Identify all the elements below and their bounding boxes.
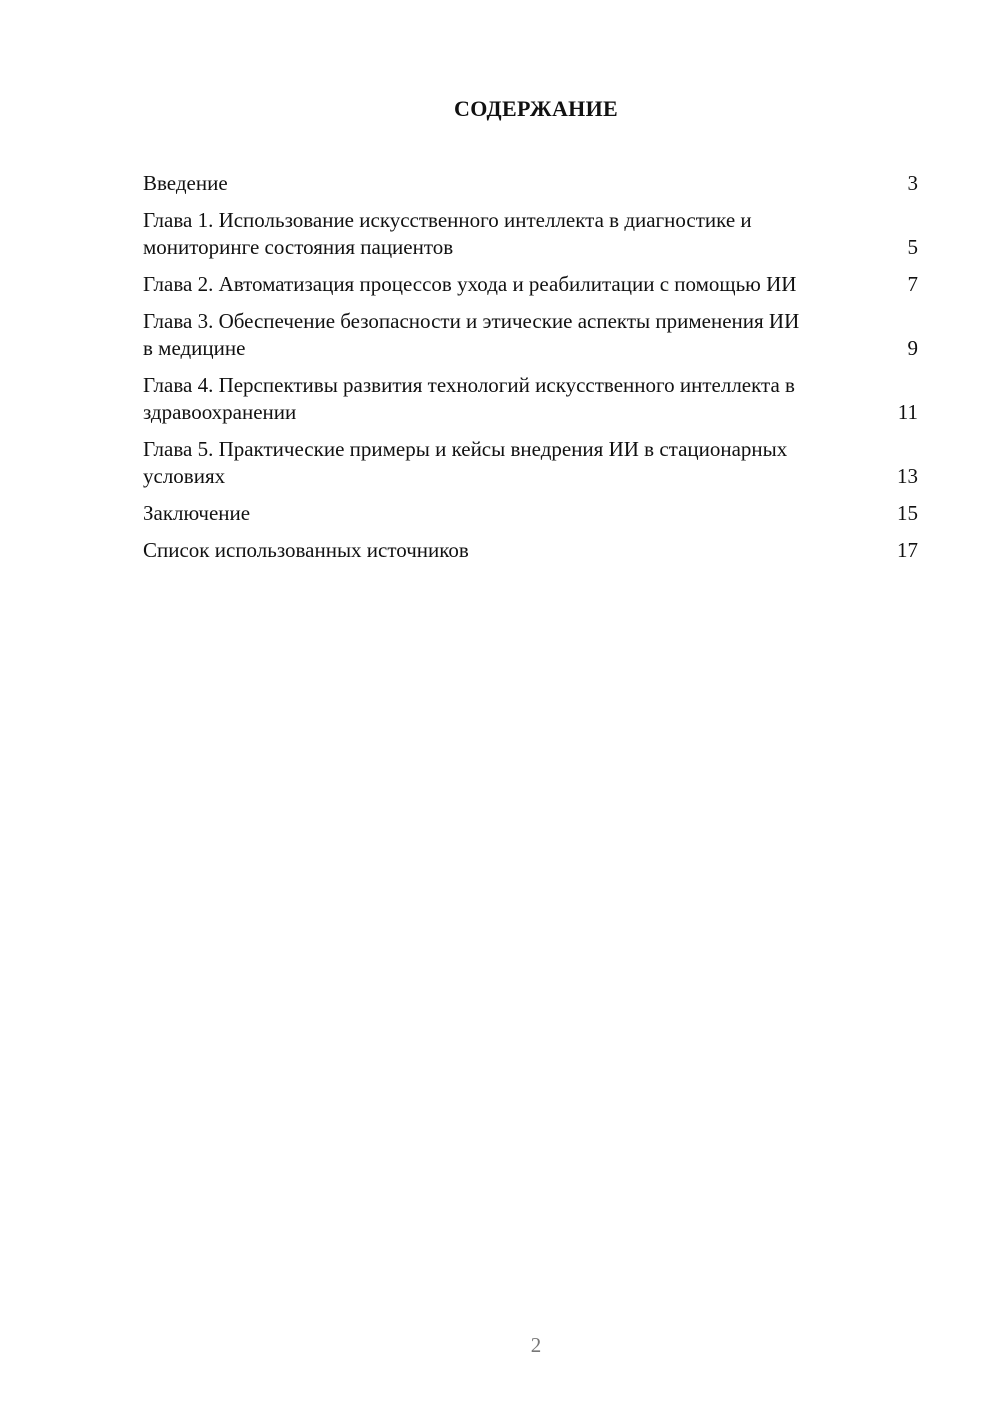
toc-list [143,170,918,574]
toc-entry-page: 5 [907,235,918,259]
toc-entry-text: Глава 4. Перспективы развития технологий искусственного интеллекта в здравоохранении [143,373,795,424]
toc-entry-text: Глава 3. Обеспечение безопасности и этические аспекты применения ИИ в медицине [143,309,800,360]
toc-entry-chapter-5 [143,436,918,490]
page-number: 2 [530,1333,542,1357]
toc-entry-page: 13 [897,464,918,488]
toc-title: СОДЕРЖАНИЕ [454,96,618,121]
toc-entry-references [143,537,918,564]
toc-entry-page: 3 [907,171,918,195]
toc-entry-text: Глава 2. Автоматизация процессов ухода и реабилитации с помощью ИИ [143,272,797,296]
toc-entry-text: Глава 5. Практические примеры и кейсы внедрения ИИ в стационарных условиях [143,437,788,488]
toc-entry-text: Глава 1. Использование искусственного интеллекта в диагностике и мониторинге состояния пациентов [143,208,752,259]
toc-entry-conclusion [143,500,918,527]
toc-entry-chapter-1 [143,207,918,261]
toc-entry-introduction [143,170,918,197]
toc-entry-text: Список использованных источников [143,538,469,562]
toc-entry-chapter-2 [143,271,918,298]
toc-entry-chapter-4 [143,372,918,426]
toc-entry-page: 11 [897,400,918,424]
toc-entry-page: 7 [907,272,918,296]
toc-entry-page: 9 [907,336,918,360]
toc-entry-chapter-3 [143,308,918,362]
toc-entry-page: 15 [897,501,918,525]
toc-entry-text: Введение [143,171,228,195]
toc-entry-text: Заключение [143,501,251,525]
toc-entry-page: 17 [897,538,918,562]
